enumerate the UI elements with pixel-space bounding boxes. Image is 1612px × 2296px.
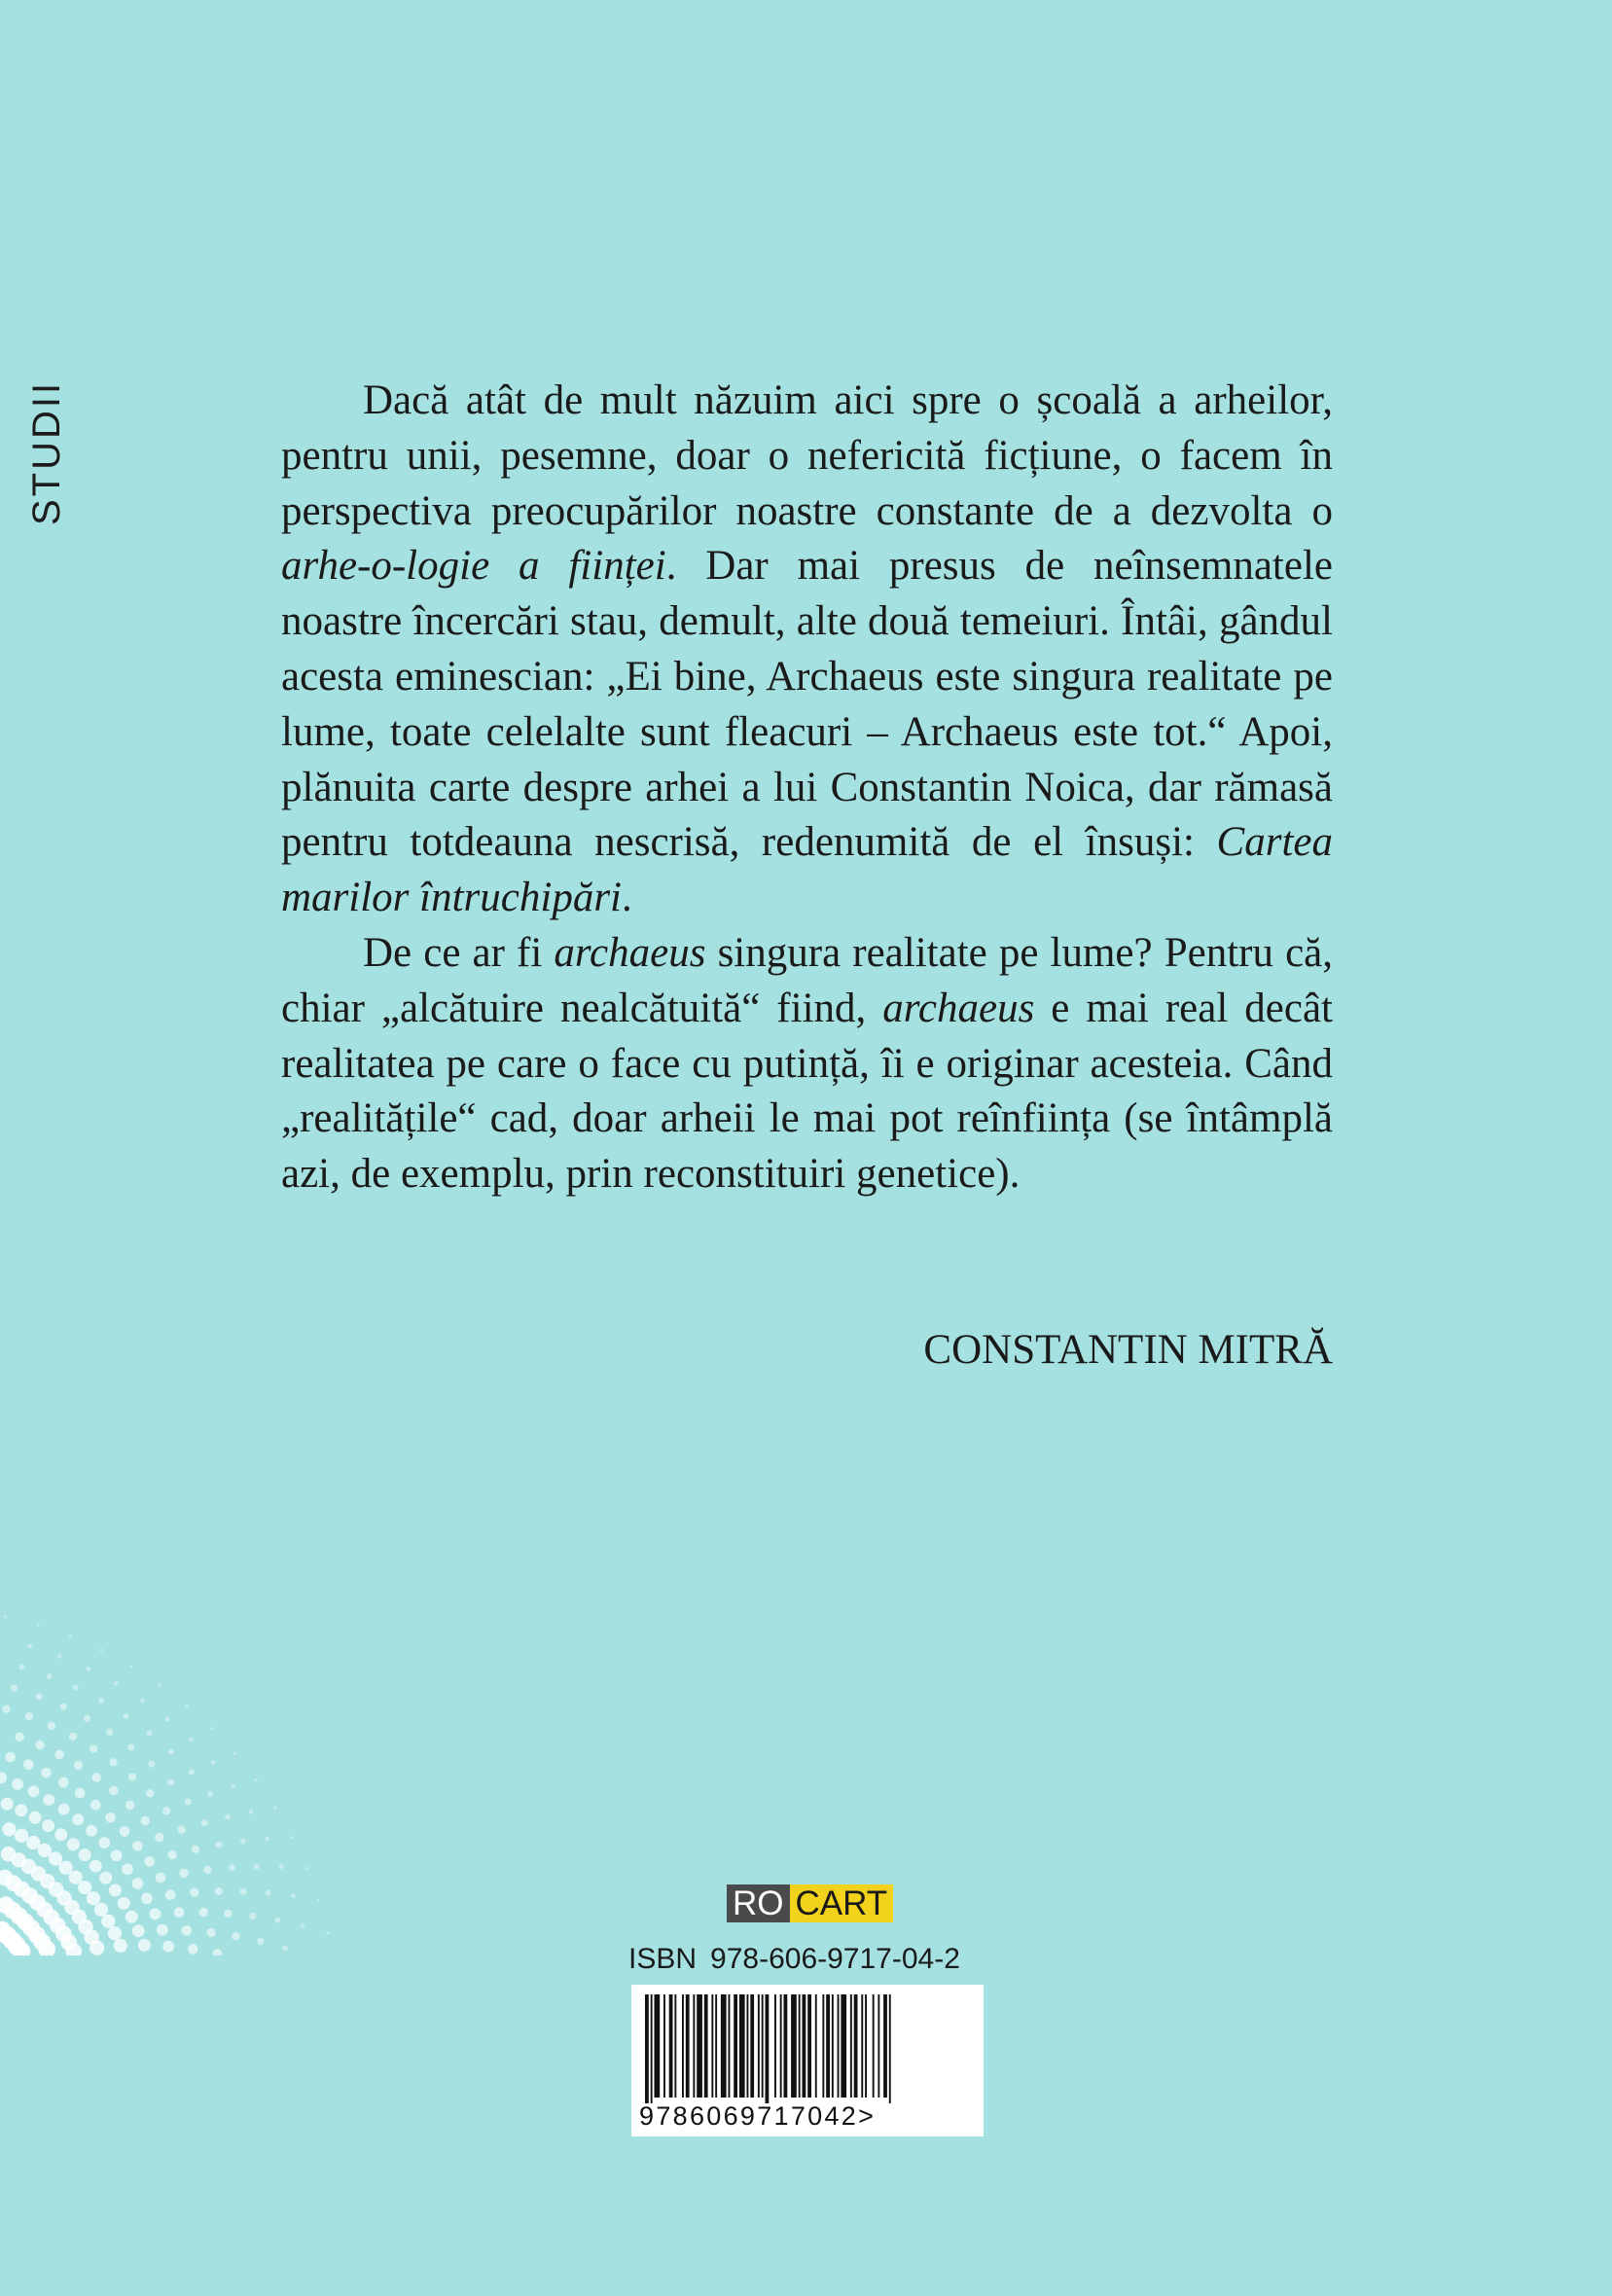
decor-dot [266,1837,270,1842]
decor-dot [206,1928,215,1937]
decor-dot [275,1918,281,1923]
decor-dot [326,1931,329,1934]
decor-dot [92,1773,101,1781]
barcode-bar [784,1994,788,2098]
decor-dot [98,1698,104,1704]
decor-dot [146,1789,154,1797]
decor-dot [304,1867,307,1870]
decor-dot [101,1915,115,1928]
barcode-bar [774,1994,776,2098]
barcode-bar [651,1994,653,2103]
decor-dot [140,1698,145,1703]
decor-dot [84,1715,90,1722]
decor-dot [29,1812,42,1824]
decor-dot [162,1807,170,1814]
decor-dot [257,1938,264,1945]
decor-dot [99,1649,102,1652]
decor-dot [120,1826,130,1837]
barcode-bar [861,1994,863,2098]
emphasis-archaeus-2: archaeus [882,985,1035,1031]
emphasis-arhe-o-logie: arhe-o-logie a ființei [281,543,666,590]
decor-dot [90,1800,101,1811]
decor-dot [129,1665,132,1668]
decor-dot [192,1846,199,1853]
decor-dot [125,1911,138,1923]
decor-dot [60,1704,67,1710]
decor-dot [37,1624,40,1627]
decor-dot [150,1908,161,1919]
decor-dot [204,1866,212,1874]
decor-dot [255,1778,258,1781]
decor-dot [25,1712,33,1720]
series-label: STUDII [25,379,68,525]
barcode-bar [663,1994,665,2098]
dot-arc-decoration [0,1489,409,1955]
emphasis-archaeus-1: archaeus [554,929,706,976]
decor-dot [54,1750,63,1759]
barcode-bar [739,1994,745,2098]
decor-dot [215,1887,223,1895]
barcode-digits: 9786069717042> [639,2101,877,2131]
decor-dot [28,1786,40,1798]
decor-dot [207,1791,213,1797]
barcode-bar [826,1994,830,2098]
decor-dot [12,1778,23,1790]
decor-dot [3,1705,11,1713]
decor-dot [167,1850,176,1859]
barcode-bar [693,1994,695,2098]
decor-dot [86,1825,97,1837]
decor-dot [109,1786,118,1795]
decor-dot [15,1829,28,1843]
decor-dot [213,1949,222,1955]
decor-dot [232,1932,239,1940]
barcode-bar [815,1994,817,2098]
decor-dot [189,1738,194,1742]
decor-dot [72,1813,84,1825]
decor-dot [26,1836,40,1849]
decor-dot [123,1713,128,1719]
decor-dot [127,1744,134,1751]
barcode-bar [850,1994,852,2098]
decor-dot [1,1798,14,1811]
decor-dot [158,1683,161,1686]
barcode-bar [734,1994,737,2098]
decor-dot [23,1759,34,1770]
barcode-bar [841,1994,846,2098]
decor-dot [156,1873,166,1883]
decor-dot [67,1838,80,1850]
decor-dot [111,1849,123,1861]
decor-dot [4,1615,7,1618]
decor-dot [132,1924,145,1937]
logo-cart: CART [790,1884,894,1922]
decor-dot [291,1836,294,1839]
decor-dot [43,1794,54,1806]
decor-dot [216,1842,223,1848]
decor-dot [94,1903,108,1917]
decor-dot [78,1881,91,1894]
decor-dot [74,1761,83,1770]
decor-dot [16,1733,24,1741]
barcode-bar [832,1994,834,2098]
decor-dot [41,1768,52,1778]
barcode-bar [729,1994,731,2098]
barcode-bar [873,1994,875,2098]
decor-dot [0,1773,7,1784]
barcode-bar [758,1994,760,2098]
decor-dot [240,1888,247,1895]
decor-dot [19,1665,25,1670]
decor-dot [225,1814,231,1820]
decor-dot [138,1939,151,1952]
barcode-bar [878,1994,879,2098]
barcode-bar [747,1994,749,2098]
barcode-bar [822,1994,824,2098]
isbn-prefix: ISBN [628,1943,698,1975]
decor-dot [132,1878,144,1889]
decor-dot [211,1760,216,1765]
decor-dot [98,1837,110,1848]
decor-dot [229,1864,235,1871]
decor-dot [15,1804,27,1816]
decor-dot [90,1860,102,1873]
decor-dot [49,1851,62,1865]
isbn-label [628,1943,1037,1976]
decor-dot [58,1777,69,1788]
barcode-bar [704,1994,708,2098]
decor-dot [165,1717,170,1722]
decor-dot [87,1667,91,1671]
decor-dot [198,1908,207,1917]
decor-dot [178,1826,186,1834]
decor-dot [90,1744,97,1752]
barcode-bar [799,1994,801,2098]
decor-dot [108,1926,122,1940]
decor-dot [122,1863,133,1875]
logo-ro: RO [727,1884,790,1922]
decor-dot [2,1822,16,1836]
decor-dot [128,1774,136,1781]
barcode-bar [721,1994,727,2098]
decor-dot [11,1685,18,1692]
decor-dot [105,1812,116,1823]
decor-dot [58,1804,70,1815]
barcode-bar [803,1994,806,2098]
decor-dot [240,1839,246,1845]
barcode-bar [715,1994,717,2098]
barcode-bar [838,1994,840,2098]
barcode-bar [674,1994,676,2098]
decor-dot [254,1864,260,1870]
decor-dot [87,1891,100,1905]
barcode-bar [883,1994,887,2098]
decor-dot [141,1892,153,1904]
barcode-bar [791,1994,797,2098]
barcode-bar [762,1994,764,2098]
decor-dot [165,1889,176,1900]
decor-dot [36,1693,43,1700]
decor-dot [59,1861,73,1875]
barcode-bar [711,1994,713,2098]
decor-dot [231,1784,235,1789]
decor-dot [125,1801,134,1810]
barcode-bar [889,1994,891,2103]
decor-dot [99,1872,112,1884]
decor-dot [132,1841,143,1851]
decor-dot [224,1910,232,1918]
barcode-bar [766,1994,770,2103]
decor-dot [155,1833,163,1842]
decor-dot [185,1704,188,1707]
decor-dot [69,1634,72,1637]
decor-dot [291,1894,296,1899]
author-signature: CONSTANTIN MITRĂ [923,1327,1333,1373]
decor-dot [69,1733,77,1740]
decor-dot [167,1779,174,1786]
barcode-bar [655,1994,661,2098]
decor-dot [110,1758,118,1766]
decor-dot [5,1752,16,1763]
decor-dot [282,1946,288,1952]
decor-dot [48,1722,55,1730]
decor-dot [179,1869,188,1878]
decor-dot [233,1752,236,1755]
barcode-bar [686,1994,690,2098]
blurb-text [281,374,1333,1202]
barcode-bar [807,1994,811,2098]
decor-dot [273,1807,276,1810]
decor-dot [301,1923,305,1928]
decor-dot [316,1899,319,1902]
decor-dot [141,1816,150,1825]
decor-dot [114,1681,119,1686]
decor-dot [168,1749,174,1755]
barcode-bar [750,1994,754,2098]
decor-dot [118,1897,130,1910]
emphasis-book-title: Cartea marilor întruchipări [281,819,1333,921]
decor-dot [57,1654,62,1659]
barcode-bar [865,1994,867,2098]
decor-dot [114,1939,127,1953]
decor-dot [109,1884,122,1897]
decor-dot [182,1925,193,1936]
decor-dot [90,1940,104,1955]
barcode [631,1985,984,2136]
decor-dot [35,1740,44,1749]
decor-dot [146,1730,152,1736]
decor-dot [266,1890,271,1896]
decor-dot [174,1907,185,1918]
decor-dot [42,1819,54,1832]
decor-dot [188,1944,198,1955]
decor-dot [249,1913,256,1919]
decor-dot [145,1856,156,1867]
decor-dot [38,1844,52,1857]
decor-dot [185,1799,192,1806]
decor-dot [54,1828,67,1841]
decor-dot [210,1727,213,1730]
barcode-bar [854,1994,858,2098]
decor-dot [157,1924,168,1936]
barcode-bar [682,1994,684,2098]
barcode-bar [669,1994,673,2098]
decor-dot [28,1644,33,1649]
blurb-paragraph-1: Dacă atât de mult năzuim aici spre o școală a arheilor, pentru unii, pesemne, doar o nefericită ficțiune, o facem în perspectiva preocupărilor noastre constante de a dezvolta o arhe-o-logie a ființei. Dar mai presus de neînsemnatele noastre încercări stau, demult, alte două temeiuri. Întâi, gândul acesta eminescian: „Ei bine, Archaeus este singura realitate pe lume, toate celelalte sunt fleacuri – Archaeus este tot.“ Apoi, plănuita carte despre arhei a lui Constantin Noica, dar rămasă pentru totdeauna nescrisă, redenumită de el însuși: Cartea marilor întruchipări. [281,377,1333,921]
decor-dot [73,1685,79,1691]
decor-dot [249,1810,254,1814]
decor-dot [75,1788,86,1799]
decor-dot [148,1761,155,1768]
barcode-bar [697,1994,702,2098]
isbn-number: 978-606-9717-04-2 [710,1943,960,1975]
decor-dot [189,1770,195,1776]
decor-dot [106,1729,113,1736]
decor-dot [162,1941,174,1953]
decor-dot [190,1887,198,1896]
publisher-logo [727,1884,893,1922]
decor-dot [279,1865,284,1870]
decor-dot [201,1819,208,1826]
decor-dot [79,1848,91,1861]
barcode-bar [645,1994,649,2103]
barcode-bar [780,1994,782,2098]
decor-dot [47,1673,53,1679]
blurb-paragraph-2: De ce ar fi archaeus singura realitate pe lume? Pentru că, chiar „alcătuire nealcătuită“ fiind, archaeus e mai real decât realitatea pe care o face cu putință, îi e originar acesteia. Când „realitățile“ cad, doar arheii le mai pot reînființa (se întâmplă azi, de exemplu, prin reconstituiri genetice). [281,929,1333,1198]
